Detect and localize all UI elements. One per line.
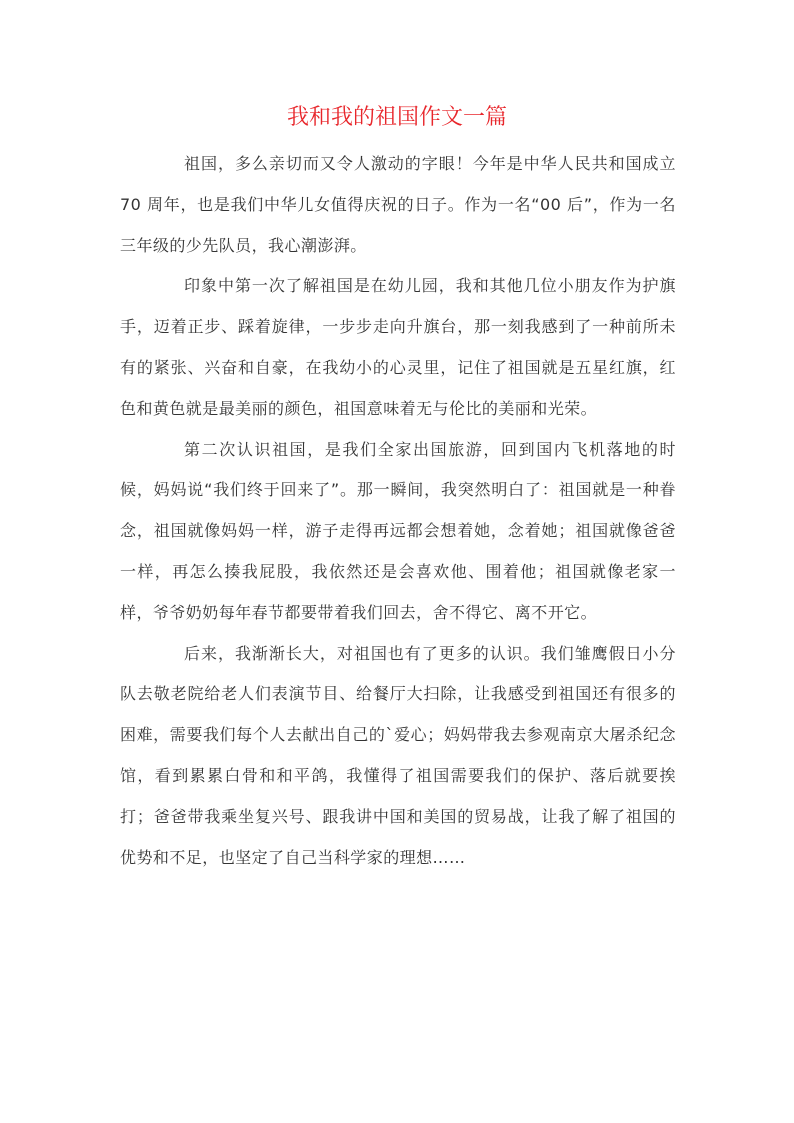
- paragraph-3: 第二次认识祖国，是我们全家出国旅游，回到国内飞机落地的时候，妈妈说“我们终于回来了”。那一瞬间，我突然明白了：祖国就是一种眷念，祖国就像妈妈一样，游子走得再远都会想着她，念着她；祖国就像爸爸一样，再怎么揍我屁股，我依然还是会喜欢他、围着他；祖国就像老家一样，爷爷奶奶每年春节都要带着我们回去，舍不得它、离不开它。: [120, 439, 676, 622]
- document-body: [120, 144, 676, 878]
- paragraph-1: 祖国，多么亲切而又令人激动的字眼！今年是中华人民共和国成立 70 周年，也是我们中华儿女值得庆祝的日子。作为一名“00 后”，作为一名三年级的少先队员，我心潮澎湃。: [120, 154, 676, 255]
- document-title: 我和我的祖国作文一篇: [286, 105, 507, 130]
- paragraph-2: 印象中第一次了解祖国是在幼儿园，我和其他几位小朋友作为护旗手，迈着正步、踩着旋律，一步步走向升旗台，那一刻我感到了一种前所未有的紧张、兴奋和自豪，在我幼小的心灵里，记住了祖国就是五星红旗，红色和黄色就是最美丽的颜色，祖国意味着无与伦比的美丽和光荣。: [120, 276, 676, 418]
- paragraph-4: 后来，我渐渐长大，对祖国也有了更多的认识。我们雏鹰假日小分队去敬老院给老人们表演节目、给餐厅大扫除，让我感受到祖国还有很多的困难，需要我们每个人去献出自己的`爱心；妈妈带我去参观南京大屠杀纪念馆，看到累累白骨和和平鸽，我懂得了祖国需要我们的保护、落后就要挨打；爸爸带我乘坐复兴号、跟我讲中国和美国的贸易战，让我了解了祖国的优势和不足，也坚定了自己当科学家的理想……: [120, 643, 676, 867]
